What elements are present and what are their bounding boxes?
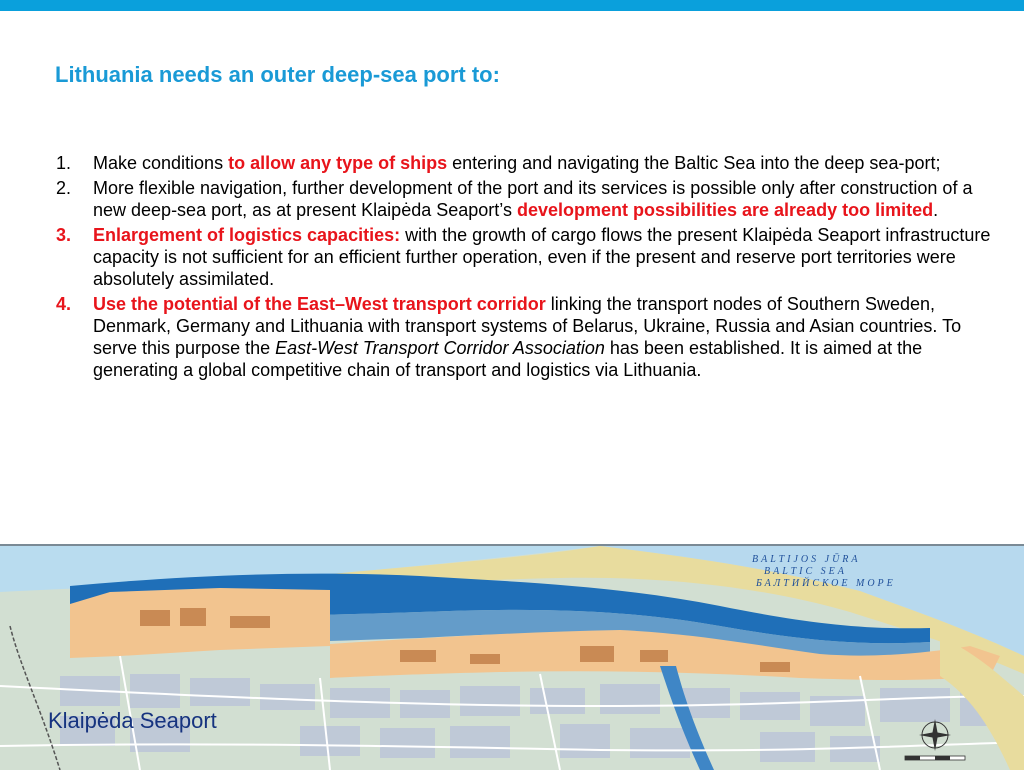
slide-title: Lithuania needs an outer deep-sea port to: [55, 62, 500, 87]
item-text: Make conditions [93, 153, 229, 173]
item-text: More flexible navigation, further development of the port and its services is possible only after construction of a new deep-sea port, as at present Klaipėda Seaport’s [93, 178, 973, 220]
sea-label: BALTIJOS JŪRA [752, 554, 861, 565]
sea-label: BALTIC SEA [764, 566, 847, 577]
port-map [0, 544, 1024, 770]
sea-label: БАЛТИЙСКОЕ МОРЕ [756, 578, 896, 589]
scale-bar [905, 756, 965, 760]
item-number: 1. [56, 153, 72, 173]
requirements-list [56, 152, 1001, 384]
item-number: 2. [56, 178, 72, 198]
item-text: with the growth of cargo flows the present Klaipėda Seaport infrastructure capacity is not sufficient for an efficient further operation, even if the present and reserve port territories were absolutely assimilated. [93, 225, 991, 289]
item-number: 3. [56, 225, 72, 245]
item-highlight: Enlargement of logistics capacities: [93, 225, 401, 245]
item-text: . [933, 200, 939, 220]
item-text: linking the transport nodes of Southern Sweden, Denmark, Germany and Lithuania with transport systems of Belarus, Ukraine, Russia and Asian countries. To serve this purpose the [93, 294, 962, 358]
top-accent-bar [0, 0, 1024, 11]
item-text: has been established. It is aimed at the generating a global competitive chain of transport and logistics via Lithuania. [93, 338, 923, 380]
list-item [56, 177, 1001, 221]
item-italic: East-West Transport Corridor Association [275, 338, 605, 358]
item-highlight: Use the potential of the East–West transport corridor [93, 294, 546, 314]
item-text: entering and navigating the Baltic Sea into the deep sea-port; [447, 153, 941, 173]
item-highlight: to allow any type of ships [228, 153, 448, 173]
map-caption: Klaipėda Seaport [48, 708, 217, 733]
item-highlight: development possibilities are already too limited [516, 200, 934, 220]
list-item [56, 224, 1001, 290]
item-number: 4. [56, 294, 72, 314]
list-item [56, 152, 1001, 174]
list-item [56, 293, 1001, 381]
